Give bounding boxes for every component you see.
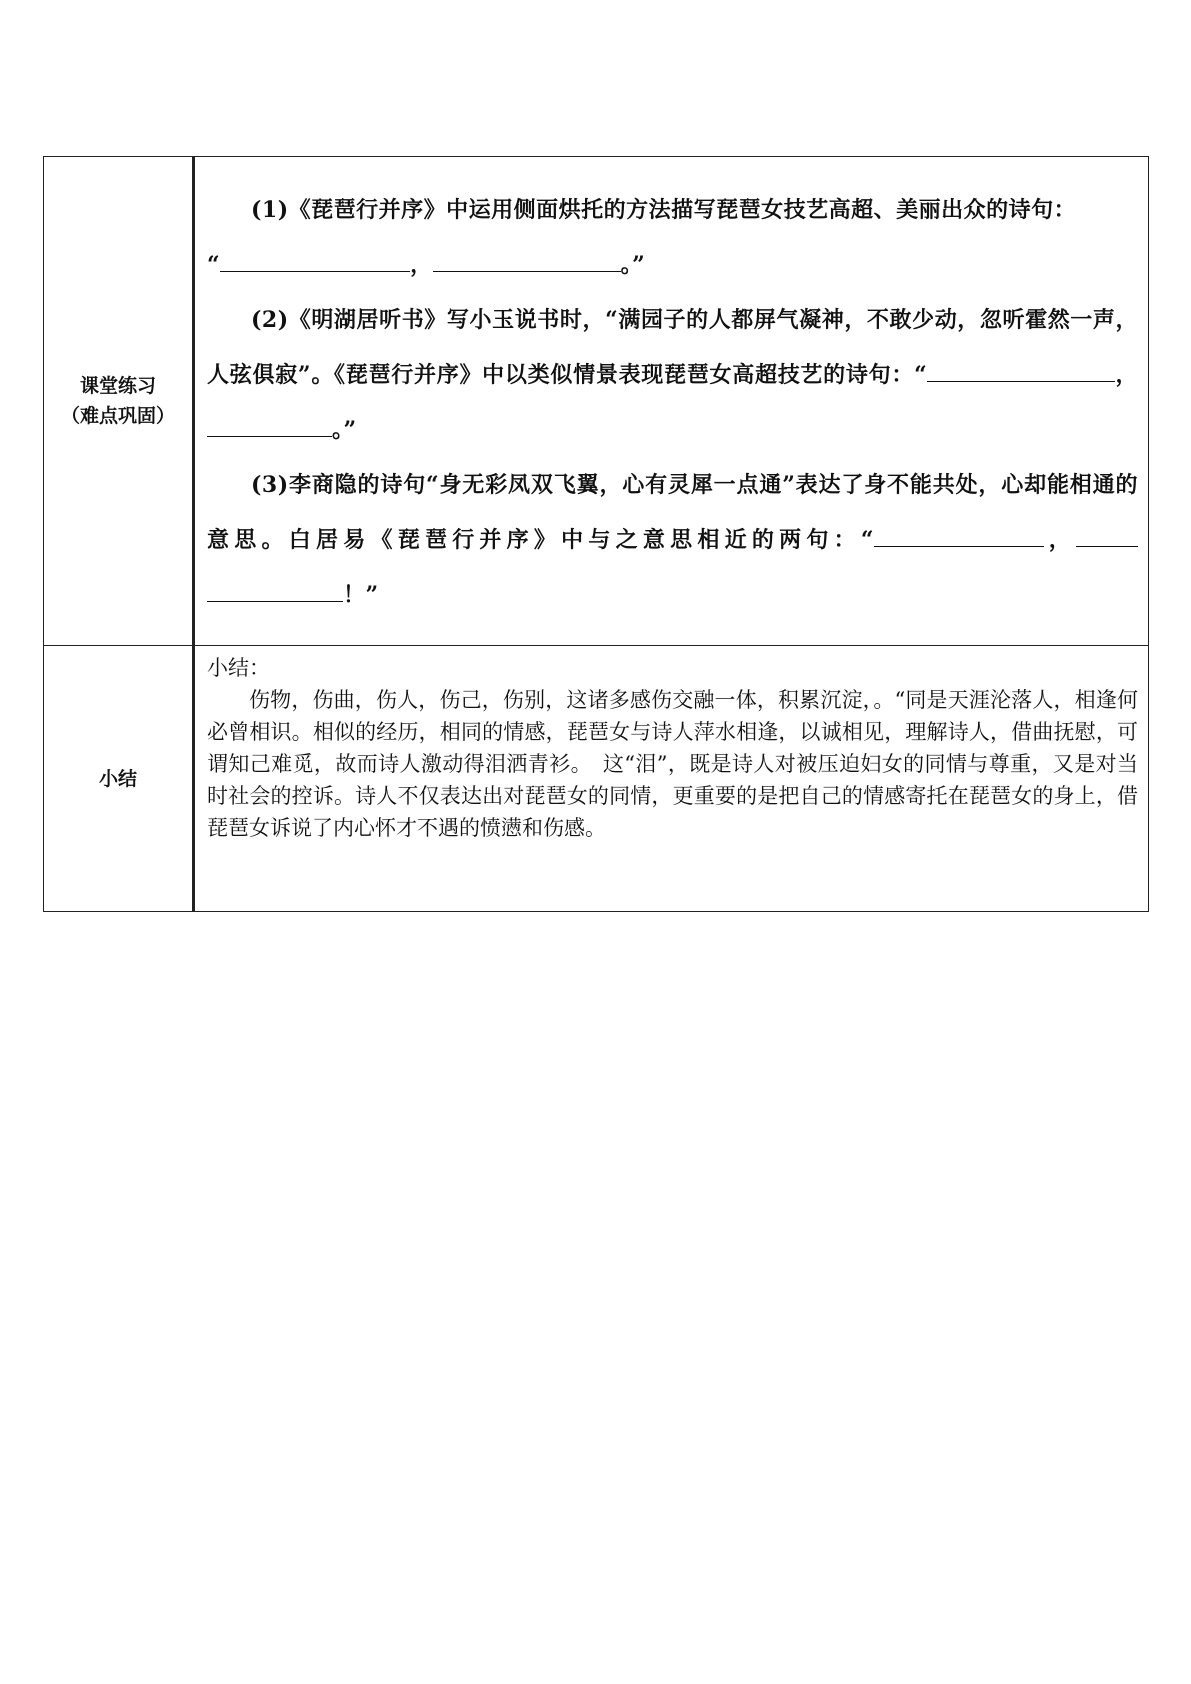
answer-blank[interactable] [220, 249, 410, 272]
question-3 [207, 458, 1138, 623]
question-3-comma: ， [1044, 527, 1076, 553]
lesson-table [43, 156, 1149, 912]
table-row-summary [44, 646, 1149, 912]
question-3-end: ！” [343, 582, 379, 608]
practice-content-cell [194, 157, 1149, 646]
practice-label: 课堂练习 [79, 375, 156, 397]
answer-blank[interactable] [207, 414, 332, 437]
summary-label: 小结 [98, 767, 137, 790]
summary-body: 伤物，伤曲，伤人，伤己，伤别，这诸多感伤交融一体，积累沉淀，。“同是天涯沦落人，相逢何必曾相识。相似的经历，相同的情感，琵琶女与诗人萍水相逢，以诚相见，理解诗人，借曲抚慰，可谓知己难觅，故而诗人激动得泪洒青衫。 这“泪”，既是诗人对被压迫妇女的同情与尊重，又是对当时社会的控诉。诗人不仅表达出对琵琶女的同情，更重要的是把自己的情感寄托在琵琶女的身上，借琵琶女诉说了内心怀才不遇的愤懑和伤感。 [207, 688, 1138, 840]
summary-title: 小结： [207, 656, 270, 680]
question-1-end: 。” [620, 252, 646, 278]
answer-blank[interactable] [433, 249, 621, 272]
question-1-text: (1)《琵琶行并序》中运用侧面烘托的方法描写琵琶女技艺高超、美丽出众的诗句： [251, 197, 1077, 223]
question-1 [207, 183, 1138, 238]
question-2-comma: ， [1115, 362, 1138, 388]
question-2-text: (2)《明湖居听书》写小玉说书时，“满园子的人都屏气凝神，不敢少动，忽听霍然一声，人弦俱寂”。《琵琶行并序》中以类似情景表现琵琶女高超技艺的诗句：“ [207, 307, 1138, 388]
answer-blank[interactable] [207, 579, 343, 602]
question-1-comma: ， [410, 252, 433, 278]
summary-content-cell [194, 646, 1149, 912]
question-1-answer-line [207, 238, 1138, 293]
summary-label-cell [44, 646, 194, 912]
answer-blank[interactable] [1076, 524, 1138, 547]
practice-sublabel: （难点巩固） [60, 405, 175, 427]
table-row-practice [44, 157, 1149, 646]
question-2-end: 。” [332, 417, 357, 443]
answer-blank[interactable] [927, 359, 985, 382]
question-2 [207, 293, 1138, 458]
practice-label-cell [44, 157, 194, 646]
question-1-open-quote: “ [207, 252, 221, 278]
answer-blank[interactable] [874, 524, 1044, 547]
question-3-text: (3)李商隐的诗句“身无彩凤双飞翼，心有灵犀一点通”表达了身不能共处，心却能相通的意思。白居易《琵琶行并序》中与之意思相近的两句：“ [207, 472, 1138, 553]
answer-blank[interactable] [985, 359, 1115, 382]
